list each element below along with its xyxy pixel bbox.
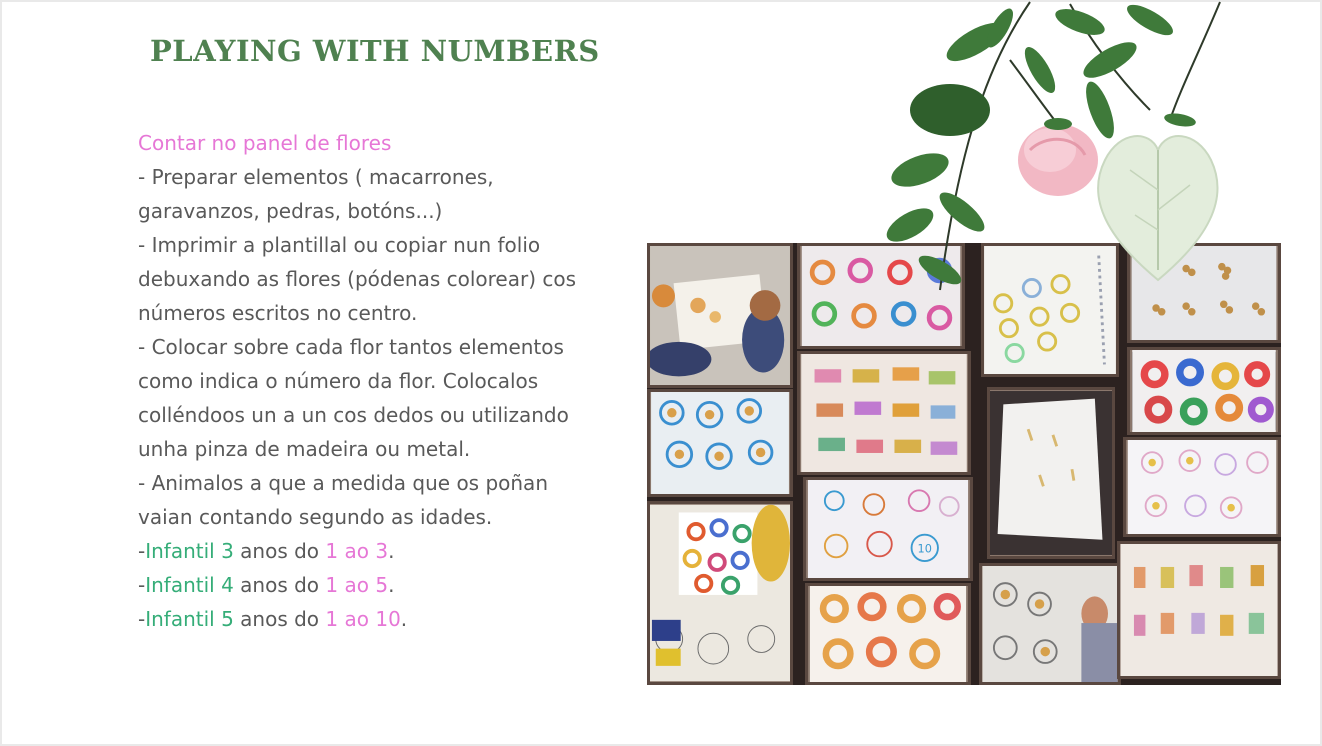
instructions-text — [138, 126, 608, 636]
flower-sheet-photo — [650, 392, 790, 494]
level-prefix: - — [138, 573, 146, 597]
instruction-line: números escritos no centro. — [138, 301, 418, 325]
collage-photo — [805, 583, 971, 685]
level-mid: anos do — [233, 573, 326, 597]
collage-photo — [647, 389, 793, 497]
instructions-heading: Contar no panel de flores — [138, 131, 392, 155]
level-group: Infantil 5 — [145, 607, 234, 631]
level-range: 1 ao 3 — [325, 539, 389, 563]
level-group: Infantil 4 — [145, 573, 234, 597]
collage-photo — [1127, 347, 1281, 435]
child-hand-photo — [982, 566, 1118, 682]
slide-title: PLAYING WITH NUMBERS — [150, 34, 600, 68]
instruction-line: - Preparar elementos ( macarrones, — [138, 165, 494, 189]
instruction-line: garavanzos, pedras, botóns...) — [138, 199, 443, 223]
age-level-line — [138, 534, 608, 568]
painted-flowers-photo — [808, 586, 968, 682]
level-end: . — [400, 607, 408, 631]
level-mid: anos do — [233, 607, 326, 631]
level-range: 1 ao 10 — [325, 607, 401, 631]
collage-photo — [803, 477, 973, 581]
age-level-line — [138, 568, 608, 602]
photo-collage — [647, 243, 1281, 685]
level-prefix: - — [138, 539, 146, 563]
instruction-line: unha pinza de madeira ou metal. — [138, 437, 471, 461]
level-prefix: - — [138, 607, 146, 631]
collage-photo — [1117, 541, 1281, 679]
level-group: Infantil 3 — [145, 539, 234, 563]
pink-outline-flowers-photo — [1126, 440, 1278, 534]
white-paper-photo — [990, 390, 1112, 556]
collage-photo — [647, 243, 793, 388]
pasta-tally-photo — [1120, 544, 1278, 676]
collage-photo — [1123, 437, 1281, 537]
collage-photo — [797, 351, 971, 475]
outline-flowers-photo — [806, 480, 970, 578]
photo-number-label: 10 — [917, 542, 932, 556]
child-counting-photo — [650, 246, 790, 385]
printed-flowers-photo — [1130, 350, 1278, 432]
level-end: . — [388, 539, 395, 563]
instruction-line: - Colocar sobre cada flor tantos elementos — [138, 335, 564, 359]
collage-photo — [979, 563, 1121, 685]
instruction-line: debuxando as flores (pódenas colorear) cos — [138, 267, 577, 291]
level-range: 1 ao 5 — [325, 573, 389, 597]
pasta-rows-photo — [800, 354, 968, 472]
instruction-line: - Imprimir a plantillal ou copiar nun folio — [138, 233, 541, 257]
rose-bud — [1018, 118, 1098, 196]
instruction-line: - Animalos a que a medida que os poñan — [138, 471, 548, 495]
level-mid: anos do — [233, 539, 326, 563]
tablecloth-photo — [650, 504, 790, 682]
collage-photo — [647, 501, 793, 685]
heart-leaf — [1098, 136, 1217, 280]
level-end: . — [388, 573, 395, 597]
plant-decoration — [880, 0, 1240, 300]
instruction-line: como indica o número da flor. Colocalos — [138, 369, 539, 393]
instruction-line: vaian contando segundo as idades. — [138, 505, 493, 529]
plant-decoration-icon — [880, 0, 1240, 300]
age-level-line — [138, 602, 608, 636]
instruction-line: colléndoos un a un cos dedos ou utilizando — [138, 403, 569, 427]
collage-photo — [987, 387, 1115, 559]
